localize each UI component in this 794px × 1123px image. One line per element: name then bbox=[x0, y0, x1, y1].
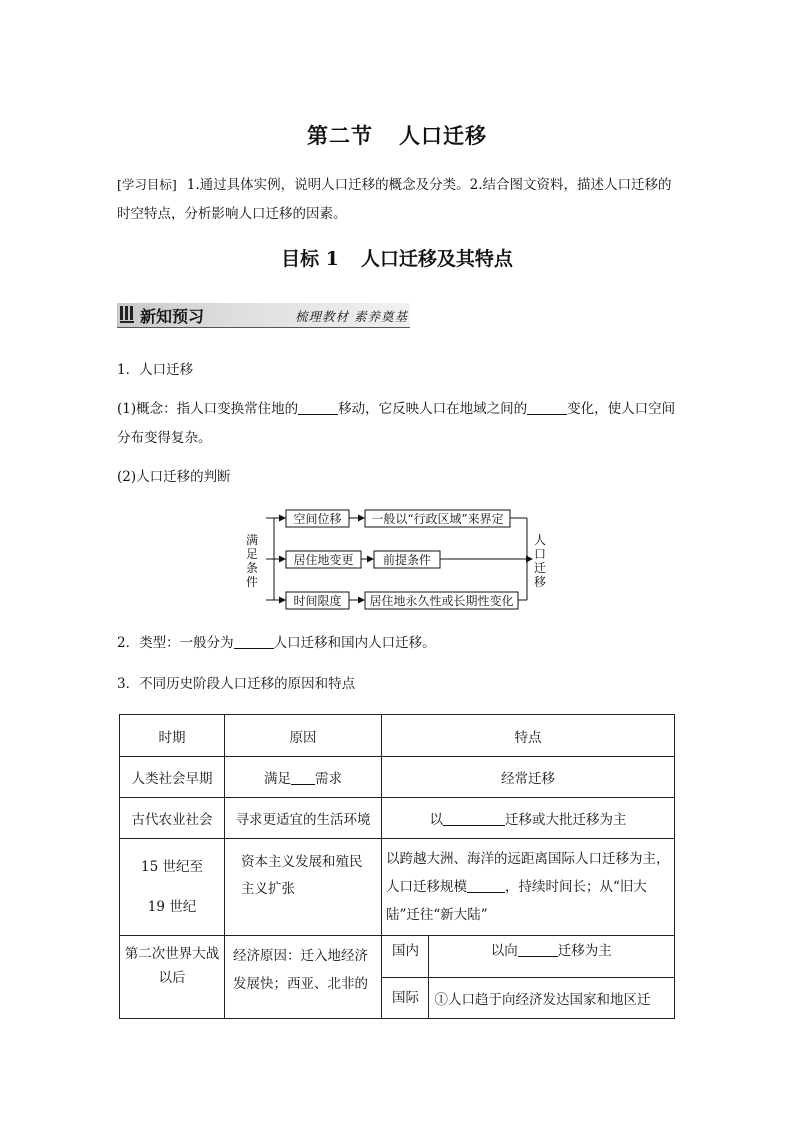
flow-box-space: 空间位移 bbox=[293, 512, 342, 526]
table-row: 人类社会早期 满足 需求 经常迁移 bbox=[120, 757, 675, 798]
svg-text:满: 满 bbox=[245, 533, 259, 547]
blank[interactable] bbox=[443, 810, 505, 826]
judgement-heading: (2)人口迁移的判断 bbox=[117, 469, 231, 485]
flow-box-residence: 居住地变更 bbox=[293, 553, 354, 567]
blank[interactable] bbox=[518, 941, 558, 957]
migration-flow-diagram bbox=[240, 500, 560, 620]
col-header: 特点 bbox=[382, 715, 675, 757]
book-icon bbox=[120, 306, 134, 323]
svg-text:足: 足 bbox=[245, 547, 259, 561]
objectives-tag: [学习目标] bbox=[117, 177, 177, 192]
svg-text:件: 件 bbox=[245, 575, 259, 589]
right-label bbox=[534, 533, 546, 589]
s1-heading: 1．人口迁移 bbox=[117, 362, 194, 378]
table-row: 15 世纪至 19 世纪 资本主义发展和殖民主义扩张 以跨越大洲、海洋的远距离国际人口迁移为主，人口迁移规模 ，持续时间长；从“旧大陆”迁往“新大陆” bbox=[120, 839, 675, 936]
blank[interactable] bbox=[234, 633, 274, 649]
svg-text:人: 人 bbox=[533, 533, 547, 547]
banner-subtitle: 梳理教材 素养奠基 bbox=[295, 309, 408, 324]
svg-text:移: 移 bbox=[533, 575, 547, 589]
banner-title: 新知预习 bbox=[140, 307, 205, 326]
flow-result-permanent: 居住地永久性或长期性变化 bbox=[369, 594, 514, 608]
concept-paragraph: (1)概念：指人口变换常住地的 移动，它反映人口在地域之间的 变化，使人口空间分布变得复杂。 bbox=[117, 401, 676, 446]
learning-objectives bbox=[117, 170, 683, 229]
svg-text:迁: 迁 bbox=[533, 561, 547, 575]
col-header: 时期 bbox=[120, 715, 225, 757]
blank[interactable] bbox=[298, 399, 338, 415]
s3-heading: 3．不同历史阶段人口迁移的原因和特点 bbox=[117, 676, 356, 692]
blank[interactable] bbox=[527, 399, 567, 415]
types-paragraph: 2．类型：一般分为 人口迁移和国内人口迁移。 bbox=[117, 635, 436, 651]
left-label bbox=[246, 532, 258, 589]
blank[interactable] bbox=[291, 769, 315, 785]
flow-result-premise: 前提条件 bbox=[382, 553, 432, 567]
post-war-subtable: 国内 以向 迁移为主 国际 ①人口趋于向经济发达国家和地区迁 bbox=[382, 936, 674, 1018]
table-row: 古代农业社会 寻求更适宜的生活环境 以 迁移或大批迁移为主 bbox=[120, 798, 675, 839]
table-header-row bbox=[120, 715, 675, 757]
objectives-text: 1.通过具体实例，说明人口迁移的概念及分类。2.结合图文资料，描述人口迁移的时空特点，分析影响人口迁移的因素。 bbox=[117, 177, 672, 222]
flow-result-admin: 一般以“行政区域”来界定 bbox=[371, 512, 504, 526]
blank[interactable] bbox=[467, 877, 505, 893]
page-title: 第二节 人口迁移 bbox=[307, 123, 487, 148]
section-banner bbox=[117, 303, 410, 327]
svg-text:口: 口 bbox=[533, 547, 547, 561]
svg-text:条: 条 bbox=[245, 561, 259, 575]
goal-heading: 目标 1 人口迁移及其特点 bbox=[281, 248, 513, 270]
col-header: 原因 bbox=[225, 715, 382, 757]
table-row: 第二次世界大战以后 经济原因：迁入地经济发展快；西亚、北非的 国内 以向 迁移为主 国际 ①人口趋于向经济发达国家和地区迁 bbox=[120, 936, 675, 1019]
flow-box-time: 时间限度 bbox=[293, 594, 342, 608]
migration-history-table bbox=[119, 714, 675, 1019]
